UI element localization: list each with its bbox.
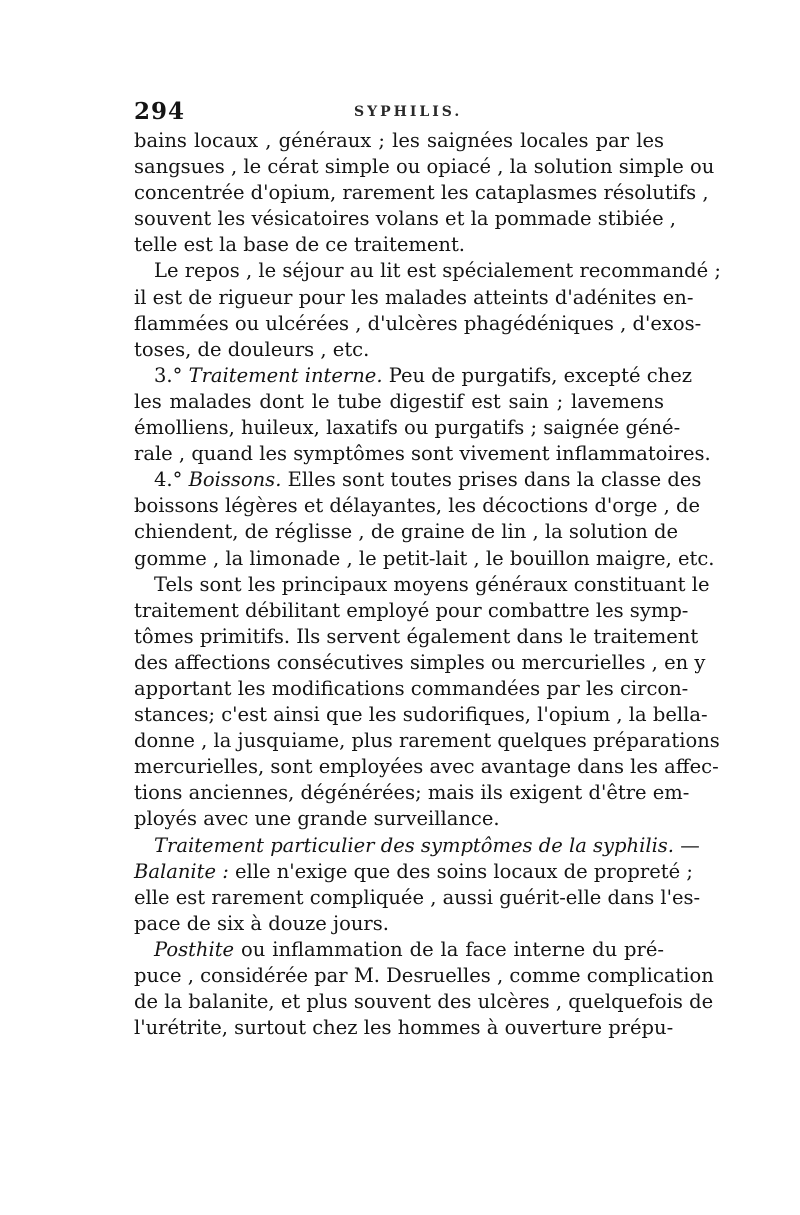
- section-text: elle n'exige que des soins locaux de propreté ;: [228, 859, 693, 883]
- section-heading: Traitement interne.: [188, 363, 383, 387]
- text-line: les malades dont le tube digestif est sain ; lavemens: [134, 389, 664, 413]
- text-line: pace de six à douze jours.: [134, 911, 389, 935]
- text-line: tômes primitifs. Ils servent également dans le traitement: [134, 624, 699, 648]
- text-line: concentrée d'opium, rarement les cataplasmes résolutifs ,: [134, 181, 709, 205]
- section-text: Peu de purgatifs, excepté chez: [382, 363, 693, 387]
- section-heading: Traitement particulier des symptômes de la syphilis.: [154, 833, 675, 857]
- text-line: donne , la jusquiame, plus rarement quelques préparations: [134, 729, 720, 753]
- text-line: rale , quand les symptômes sont vivement inflammatoires.: [134, 442, 711, 466]
- text-line: l'urétrite, surtout chez les hommes à ouverture prépu-: [134, 1016, 674, 1040]
- text-line: des affections consécutives simples ou mercurielles , en y: [134, 650, 706, 674]
- text-line: émolliens, huileux, laxatifs ou purgatifs ; saignée géné-: [134, 416, 681, 440]
- section-heading: Boissons.: [188, 468, 282, 492]
- text-line: telle est la base de ce traitement.: [134, 233, 465, 257]
- text-line: stances; c'est ainsi que les sudorifiques, l'opium , la bella-: [134, 703, 708, 727]
- text-line: [134, 467, 702, 493]
- section-number: 4.°: [154, 468, 189, 492]
- text-line: gomme , la limonade , le petit-lait , le bouillon maigre, etc.: [134, 546, 715, 570]
- text-line: apportant les modifications commandées par les circon-: [134, 676, 689, 700]
- section-text: Elles sont toutes prises dans la classe des: [281, 468, 702, 492]
- text-line: souvent les vésicatoires volans et la pommade stibiée ,: [134, 207, 677, 231]
- page-header: [134, 98, 664, 128]
- text-line: [134, 859, 693, 885]
- text-line: bains locaux , généraux ; les saignées locales par les: [134, 129, 664, 152]
- text-line: ployés avec une grande surveillance.: [134, 807, 500, 831]
- text-line: chiendent, de réglisse , de graine de lin , la solution de: [134, 520, 679, 544]
- text-line: mercurielles, sont employées avec avantage dans les affec-: [134, 755, 719, 779]
- text-line: flammées ou ulcérées , d'ulcères phagédéniques , d'exos-: [134, 311, 702, 335]
- body-text: [134, 128, 721, 1041]
- section-heading: Posthite: [154, 937, 235, 961]
- section-text: —: [674, 833, 700, 857]
- text-line: [134, 937, 664, 963]
- text-line: puce , considérée par M. Desruelles , comme complication: [134, 964, 714, 987]
- running-title: SYPHILIS.: [354, 104, 463, 120]
- text-line: tions anciennes, dégénérées; mais ils exigent d'être em-: [134, 781, 690, 805]
- text-line: [134, 833, 700, 859]
- text-line: Tels sont les principaux moyens généraux constituant le: [154, 572, 710, 596]
- text-line: boissons légères et délayantes, les décoctions d'orge , de: [134, 494, 700, 518]
- text-line: Le repos , le séjour au lit est spécialement recommandé ;: [154, 259, 721, 283]
- text-line: elle est rarement compliquée , aussi guérit-elle dans l'es-: [134, 885, 701, 909]
- page-number: 294: [134, 98, 186, 125]
- text-line: traitement débilitant employé pour combattre les symp-: [134, 598, 689, 622]
- text-line: il est de rigueur pour les malades atteints d'adénites en-: [134, 285, 694, 309]
- section-text: ou inflammation de la face interne du pré-: [234, 937, 664, 961]
- section-number: 3.°: [154, 363, 189, 387]
- text-line: de la balanite, et plus souvent des ulcères , quelquefois de: [134, 990, 714, 1014]
- text-line: [134, 363, 693, 389]
- section-heading: Balanite :: [134, 859, 229, 883]
- text-line: sangsues , le cérat simple ou opiacé , la solution simple ou: [134, 155, 715, 179]
- text-line: toses, de douleurs , etc.: [134, 337, 370, 361]
